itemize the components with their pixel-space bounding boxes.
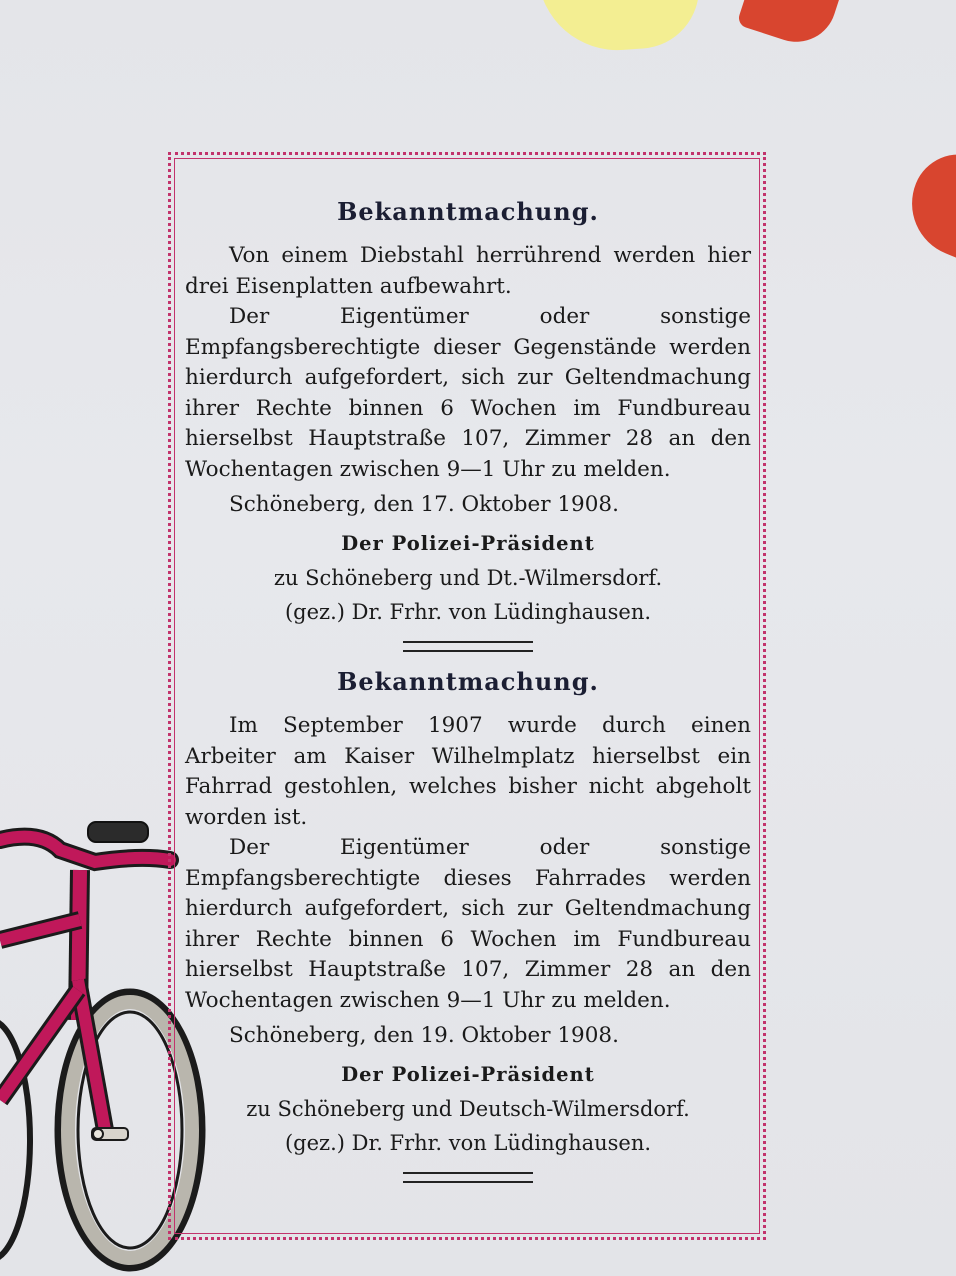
separator-rule <box>403 1172 533 1183</box>
signer-location: zu Schöneberg und Dt.-Wilmersdorf. <box>273 566 663 590</box>
signer-title: Der Polizei-Präsident <box>341 532 595 555</box>
signer-name: (gez.) Dr. Frhr. von Lüdinghausen. <box>284 1131 652 1155</box>
announcement-paragraph: Von einem Diebstahl herrührend werden hier drei Eisenplatten aufbewahrt. <box>185 243 751 299</box>
announcement-date: Schöneberg, den 19. Oktober 1908. <box>229 1023 619 1048</box>
announcement-stolen-bicycle <box>185 667 751 1183</box>
announcement-title: Bekanntmachung. <box>337 197 599 226</box>
announcement-title: Bekanntmachung. <box>337 667 599 696</box>
announcement-paragraph: Der Eigentümer oder sonstige Empfangsberechtigte dieses Fahrrades werden hierdurch aufgefordert, sich zur Geltendmachung ihrer Rechte binnen 6 Wochen im Fundbureau hierselbst Hauptstraße 107, Zimmer 28 an den Wochentagen zwischen 9—1 Uhr zu melden. <box>185 835 751 1013</box>
notice-frame <box>168 152 766 1240</box>
signer-location: zu Schöneberg und Deutsch-Wilmersdorf. <box>246 1097 690 1121</box>
separator-rule <box>403 641 533 652</box>
announcement-paragraph: Im September 1907 wurde durch einen Arbeiter am Kaiser Wilhelmplatz hierselbst ein Fahrrad gestohlen, welches bisher nicht abgeholt worden ist. <box>185 713 751 830</box>
decorative-red-shape-top <box>736 0 843 52</box>
signer-title: Der Polizei-Präsident <box>341 1063 595 1086</box>
announcement-date: Schöneberg, den 17. Oktober 1908. <box>229 492 619 517</box>
decorative-red-shape-right <box>896 141 956 260</box>
decorative-yellow-shape <box>537 0 703 55</box>
announcement-paragraph: Der Eigentümer oder sonstige Empfangsberechtigte dieser Gegenstände werden hierdurch aufgefordert, sich zur Geltendmachung ihrer Rechte binnen 6 Wochen im Fundbureau hierselbst Hauptstraße 107, Zimmer 28 an den Wochentagen zwischen 9—1 Uhr zu melden. <box>185 304 751 482</box>
signer-name: (gez.) Dr. Frhr. von Lüdinghausen. <box>284 600 652 624</box>
announcement-theft-iron-plates <box>185 197 751 652</box>
